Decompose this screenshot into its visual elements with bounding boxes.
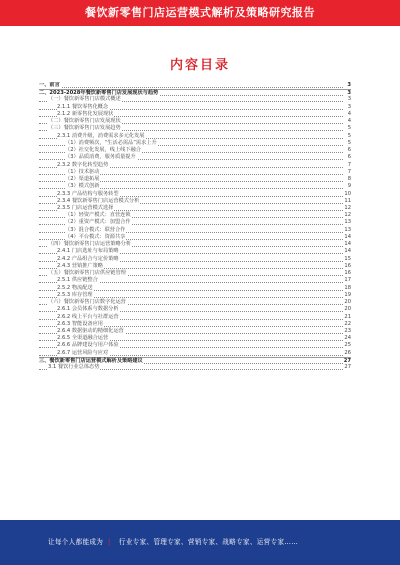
toc-entry-label: 3.1 餐饮行业总体态势 <box>48 364 100 371</box>
toc-entry[interactable] <box>39 82 351 89</box>
toc-entry-page: 21 <box>344 313 351 320</box>
toc-entry-label: 2.1.2 新零售化发展现状 <box>57 110 114 117</box>
toc-entry-page: 14 <box>344 233 351 240</box>
toc-entry[interactable] <box>39 227 351 234</box>
toc-entry-page: 16 <box>344 270 351 277</box>
toc-entry-label: 2.5.1 供应链整合 <box>57 277 98 284</box>
toc-entry-page: 3 <box>347 82 351 88</box>
toc-entry-page: 10 <box>344 190 351 197</box>
toc-entry-label: （三）餐饮新零售门店发展趋势 <box>48 125 121 132</box>
toc-entry-label: （2）渠道拓展 <box>65 176 100 183</box>
toc-entry-label: （二）餐饮新零售门店发展现状 <box>48 118 121 125</box>
toc-entry-page: 3 <box>347 90 351 97</box>
toc-entry[interactable] <box>39 219 351 226</box>
toc-entry-page: 26 <box>344 349 351 356</box>
toc-entry-label: （四）餐饮新零售门店运营策略分析 <box>48 241 132 248</box>
toc-entry-label: （1）轻资产模式：直营连锁 <box>65 212 131 219</box>
toc-entry-label: 2.6.4 数据驱动的精细化运营 <box>57 327 124 334</box>
toc-entry[interactable] <box>39 96 351 103</box>
toc-entry[interactable] <box>39 133 351 140</box>
toc-entry-page: 7 <box>347 168 351 175</box>
toc-entry[interactable] <box>39 306 351 313</box>
toc-entry-label: （2）重资产模式：加盟合作 <box>65 219 131 226</box>
toc-entry-page: 14 <box>344 248 351 255</box>
toc-entry-label: （3）模式创新 <box>65 183 100 190</box>
toc-entry-label: 2.6.1 会员体系与数据分析 <box>57 306 119 313</box>
toc-entry-label: 二、2023-2028年餐饮新零售门店发展现状与趋势 <box>39 90 159 97</box>
toc-entry-label: （六）餐饮新零售门店数字化运营 <box>48 299 126 306</box>
toc-entry-label: 2.6.7 运营风险与应对 <box>57 349 109 356</box>
toc-entry[interactable] <box>39 350 351 357</box>
toc-entry[interactable] <box>39 256 351 263</box>
toc-entry-page: 27 <box>343 357 351 364</box>
toc-entry-page: 19 <box>344 291 351 298</box>
toc-entry-label: 2.5.2 物流配送 <box>57 284 93 291</box>
toc-entry-page: 25 <box>344 342 351 349</box>
toc-entry-label: 2.6.6 品牌建设与用户体验 <box>57 342 119 349</box>
footer-slogan: 让每个人都能成为 <box>48 538 104 546</box>
footer-slogan-tail: 行业专家、管理专家、营销专家、战略专家、运营专家…… <box>118 538 299 546</box>
toc-entry-page: 20 <box>344 299 351 306</box>
toc-entry-label: 2.3.5 门店运营模式选择 <box>57 204 114 211</box>
toc-entry-label: （一）餐饮新零售门店模式概述 <box>48 96 121 103</box>
toc-entry[interactable] <box>39 285 351 292</box>
toc-entry[interactable] <box>39 154 351 161</box>
toc-entry-page: 5 <box>347 139 351 146</box>
toc-entry-page: 14 <box>344 241 351 248</box>
toc-entry-label: （五）餐饮新零售门店供应链管理 <box>48 270 126 277</box>
toc-entry[interactable] <box>39 162 351 169</box>
toc-entry-page: 15 <box>344 255 351 262</box>
toc-entry-label: 2.4.2 产品组合与定价策略 <box>57 255 119 262</box>
toc-entry-label: 2.3.4 餐饮新零售门店运营模式分析 <box>57 197 140 204</box>
toc-entry[interactable] <box>39 321 351 328</box>
toc-entry-page: 3 <box>347 96 351 103</box>
toc-entry[interactable] <box>39 314 351 321</box>
toc-entry-page: 9 <box>347 183 351 190</box>
toc-entry-page: 13 <box>344 219 351 226</box>
toc-entry-label: 2.5.3 库存管理 <box>57 291 93 298</box>
toc-entry-label: 三、餐饮新零售门店运营模式解析及策略建议 <box>39 357 143 364</box>
toc-leader-dots <box>39 87 343 88</box>
toc-entry-page: 6 <box>347 147 351 154</box>
toc-entry[interactable] <box>39 342 351 349</box>
toc-entry-label: （3）混合模式：联营合作 <box>65 226 126 233</box>
toc-entry[interactable] <box>39 169 351 176</box>
toc-entry[interactable] <box>39 198 351 205</box>
toc-entry-page: 17 <box>344 277 351 284</box>
toc-entry-page: 5 <box>347 132 351 139</box>
toc-entry-page: 8 <box>347 176 351 183</box>
toc-entry-label: （4）平台模式：资源共享 <box>65 233 126 240</box>
toc-entry-page: 16 <box>344 262 351 269</box>
toc-entry[interactable] <box>39 364 351 371</box>
toc-entry[interactable] <box>39 191 351 198</box>
toc-entry-page: 20 <box>344 306 351 313</box>
toc-entry-page: 27 <box>344 364 351 371</box>
toc-entry-page: 12 <box>344 204 351 211</box>
toc-entry[interactable] <box>39 183 351 190</box>
toc-entry-page: 7 <box>347 161 351 168</box>
toc-entry-label: 2.4.3 营销推广策略 <box>57 262 103 269</box>
toc-entry[interactable] <box>39 248 351 255</box>
toc-entry[interactable] <box>39 292 351 299</box>
toc-entry-label: 2.3.2 数字化转型趋势 <box>57 161 109 168</box>
toc-entry-label: （1）技术驱动 <box>65 168 100 175</box>
toc-entry-label: 2.1.1 餐饮零售化概念 <box>57 103 109 110</box>
toc-entry[interactable] <box>39 104 351 111</box>
toc-entry-label: 2.4.1 门店选址与布局策略 <box>57 248 119 255</box>
toc-entry-page: 12 <box>344 212 351 219</box>
toc-entry-label: （3）品质消费，服务质量提升 <box>65 154 136 161</box>
toc-entry-label: 一、前言 <box>39 82 60 88</box>
toc-entry-page: 11 <box>344 197 351 204</box>
report-title: 餐饮新零售门店运营模式解析及策略研究报告 <box>85 6 315 19</box>
toc-entry-page: 4 <box>347 118 351 125</box>
toc-entry-page: 6 <box>347 154 351 161</box>
toc-entry-label: 2.6.2 线上平台与社群运营 <box>57 313 119 320</box>
toc-entry-page: 5 <box>347 125 351 132</box>
toc-entry-label: 2.3.3 产品结构与服务转型 <box>57 190 119 197</box>
toc-entry-label: 2.6.3 智能设备应用 <box>57 320 103 327</box>
toc-entry-label: （2）社交化发展，线上线下融合 <box>65 147 141 154</box>
toc-entry[interactable] <box>39 125 351 132</box>
report-header-bar <box>0 0 400 26</box>
footer-bar <box>0 520 400 565</box>
table-of-contents <box>39 82 351 470</box>
toc-entry-page: 3 <box>347 103 351 110</box>
toc-entry-label: 2.6.5 全渠道融合运营 <box>57 335 109 342</box>
toc-entry[interactable] <box>39 263 351 270</box>
toc-entry-label: （1）消费频次，“生活必需品”需求上升 <box>65 139 157 146</box>
toc-entry-page: 4 <box>347 110 351 117</box>
toc-entry-label: 2.3.1 消费升级，消费需求多元化发展 <box>57 132 145 139</box>
toc-entry[interactable] <box>39 277 351 284</box>
toc-entry-page: 13 <box>344 226 351 233</box>
toc-entry-page: 18 <box>344 284 351 291</box>
toc-heading: 内容目录 <box>169 58 230 73</box>
footer-separator: | <box>105 538 111 546</box>
toc-entry-page: 23 <box>344 327 351 334</box>
toc-entry-page: 24 <box>344 335 351 342</box>
toc-entry-page: 22 <box>344 320 351 327</box>
